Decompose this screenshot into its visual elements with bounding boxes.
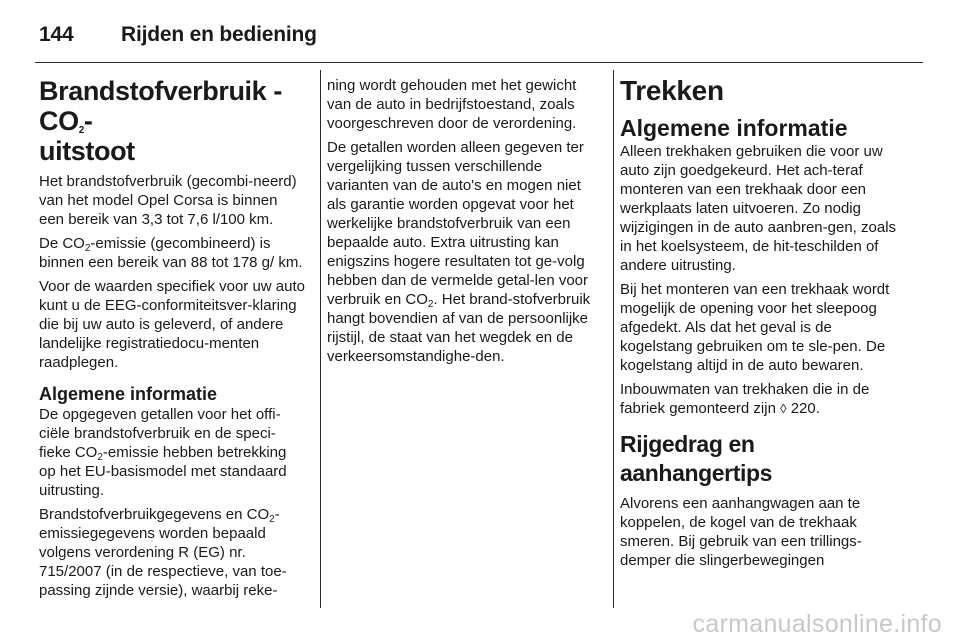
heading-general-info: Algemene informatie (39, 384, 218, 404)
watermark: carmanualsonline.info (692, 610, 942, 638)
paragraph: Alleen trekhaken gebruiken die voor uw auto zijn goedgekeurd. Het ach-teraf monteren van een trekhaak door een werkplaats laten uitvoeren. Zo nodig wijzigingen in de auto aanbren-gen, zoals in het koelsysteem, de hit-teschilden of andere uitrusting. (620, 143, 897, 274)
page-reference-link[interactable]: 220. (790, 400, 820, 417)
paragraph: De $CO_2$-emissie (gecombineerd) is binnen een bereik van 88 tot 178 g/ km. (39, 235, 303, 271)
column-divider (613, 70, 614, 608)
column-1 (39, 76, 305, 605)
paragraph: Voor de waarden specifiek voor uw auto kunt u de EEG-conformiteitsver-klaring die bij uw auto is geleverd, of andere landelijke registratiedocu-menten raadplegen. (39, 278, 305, 371)
heading-towing: Trekken (620, 75, 724, 106)
page-header (39, 18, 317, 52)
section-title: Rijden en bediening (121, 23, 317, 46)
heading-fuel-consumption: Brandstofverbruik - $CO_2-$ uitstoot (39, 76, 282, 166)
column-2 (327, 76, 604, 371)
page-number: 144 (39, 23, 74, 46)
paragraph: De getallen worden alleen gegeven ter vergelijking tussen verschillende varianten van de auto's en mogen niet als garantie worden opgevat voor het werkelijke brandstofverbruik van een bepaalde auto. Extra uitrusting kan enigszins hogere resultaten tot ge-volg hebben dan de vermelde getal-len voor verbruik en $CO_2$. Het brand-stofverbruik hangt bovendien af van de persoonlijke rijstijl, de staat van het wegdek en de verkeersomstandighe-den. (327, 139, 591, 365)
paragraph: Inbouwmaten van trekhaken die in de fabriek gemonteerd zijn ◊ 220. (620, 381, 870, 417)
paragraph: De opgegeven getallen voor het offi-ciële brandstofverbruik en de speci-fieke $CO_2$-emissie hebben betrekking op het EU-basismodel met standaard uitrusting. (39, 406, 287, 499)
header-rule (35, 62, 923, 63)
paragraph: Bij het monteren van een trekhaak wordt mogelijk de opening voor het sleepoog afgedekt. Als dat het geval is de kogelstang gebruiken om te sle-pen. De kogelstang altijd in de auto bewaren. (620, 281, 890, 374)
paragraph: Brandstofverbruikgegevens en $CO_2$-emissiegegevens worden bepaald volgens verordening R (EG) nr. 715/2007 (in de respectieve, van toe-passing zijnde versie), waarbij reke- (39, 506, 287, 599)
column-divider (320, 70, 321, 608)
heading-driving-trailer: Rijgedrag en aanhangertips (620, 431, 773, 486)
paragraph: ning wordt gehouden met het gewicht van de auto in bedrijfstoestand, zoals voorgeschreven door de verordening. (327, 77, 577, 132)
paragraph: Alvorens een aanhangwagen aan te koppelen, de kogel van de trekhaak smeren. Bij gebruik van een trillings-demper die slingerbewegingen (620, 495, 862, 569)
column-3 (620, 76, 905, 575)
page-reference-icon[interactable]: ◊ (780, 401, 787, 416)
heading-general-info: Algemene informatie (620, 115, 848, 141)
paragraph: Het brandstofverbruik (gecombi-neerd) van het model Opel Corsa is binnen een bereik van 3,3 tot 7,6 l/100 km. (39, 173, 297, 228)
